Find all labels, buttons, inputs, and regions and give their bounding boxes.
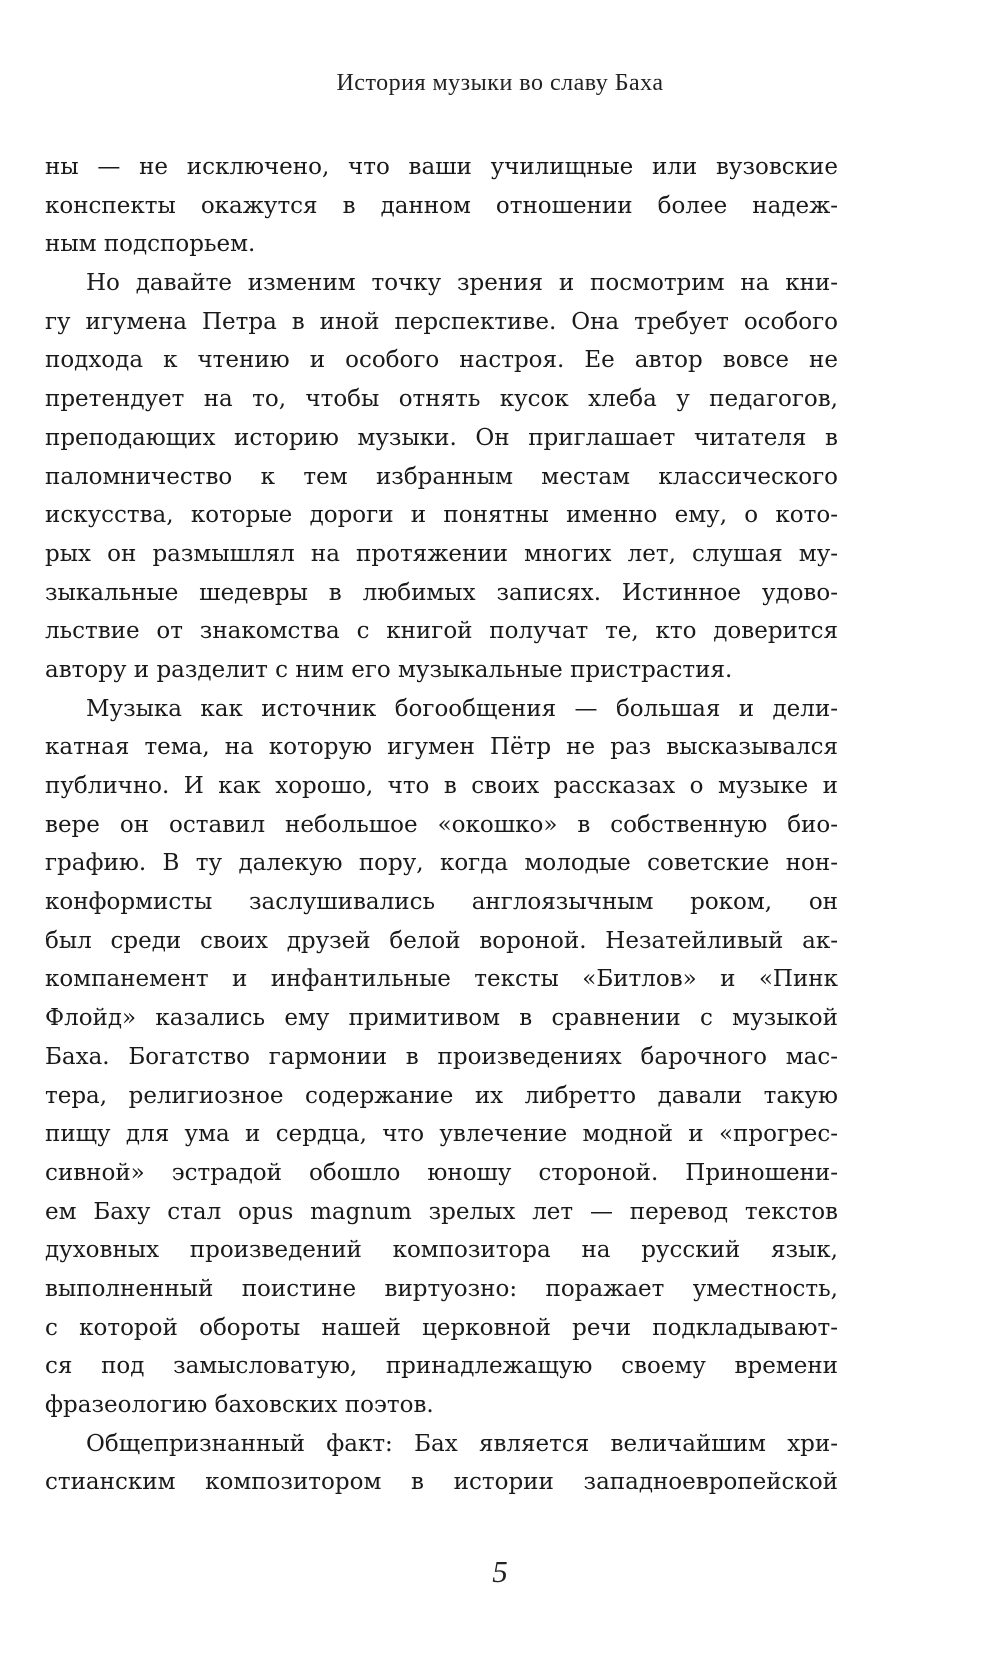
- text-line: конформисты заслушивались англоязычным роком, он: [45, 889, 838, 916]
- running-head: История музыки во славу Баха: [336, 70, 664, 96]
- text-line: стианским композитором в истории западноевропейской: [45, 1469, 838, 1496]
- text-line: Общепризнанный факт: Бах является величайшим хри-: [86, 1430, 838, 1457]
- text-line: ным подспорьем.: [45, 231, 256, 258]
- text-line: тера, религиозное содержание их либретто давали такую: [45, 1082, 838, 1109]
- text-line: конспекты окажутся в данном отношении более надеж-: [45, 192, 838, 219]
- text-line: ны — не исключено, что ваши училищные или вузовские: [45, 154, 838, 180]
- text-line: графию. В ту далекую пору, когда молодые советские нон-: [45, 850, 838, 877]
- text-line: искусства, которые дороги и понятны именно ему, о кото-: [45, 502, 838, 529]
- text-line: Флойд» казались ему примитивом в сравнении с музыкой: [45, 1005, 838, 1032]
- text-line: Музыка как источник богообщения — большая и дели-: [86, 695, 838, 722]
- text-line: сивной» эстрадой обошло юношу стороной. Приношени-: [45, 1159, 838, 1186]
- page-number: 5: [492, 1554, 508, 1589]
- text-line: паломничество к тем избранным местам классического: [45, 463, 838, 490]
- text-line: Но давайте изменим точку зрения и посмотрим на кни-: [86, 270, 838, 297]
- text-line: компанемент и инфантильные тексты «Битлов» и «Пинк: [45, 966, 838, 993]
- text-line: подхода к чтению и особого настроя. Ее автор вовсе не: [45, 347, 838, 374]
- text-line: пищу для ума и сердца, что увлечение модной и «прогрес-: [45, 1121, 838, 1148]
- text-line: льствие от знакомства с книгой получат те, кто доверится: [45, 618, 838, 645]
- text-line: ем Баху стал opus magnum зрелых лет — перевод текстов: [45, 1198, 838, 1225]
- text-line: ся под замысловатую, принадлежащую своему времени: [45, 1353, 838, 1380]
- text-line: рых он размышлял на протяжении многих лет, слушая му-: [45, 540, 838, 567]
- text-line: Баха. Богатство гармонии в произведениях барочного мас-: [45, 1043, 838, 1070]
- text-line: катная тема, на которую игумен Пётр не раз высказывался: [45, 734, 838, 761]
- text-line: зыкальные шедевры в любимых записях. Истинное удово-: [45, 579, 838, 606]
- text-line: преподающих историю музыки. Он приглашает читателя в: [45, 424, 838, 451]
- text-line: выполненный поистине виртуозно: поражает уместность,: [45, 1275, 838, 1302]
- text-line: духовных произведений композитора на русский язык,: [45, 1237, 838, 1264]
- text-line: гу игумена Петра в иной перспективе. Она требует особого: [45, 308, 838, 335]
- text-line: претендует на то, чтобы отнять кусок хлеба у педагогов,: [45, 386, 838, 413]
- text-line: публично. И как хорошо, что в своих рассказах о музыке и: [45, 773, 838, 799]
- body-text: [45, 148, 838, 1502]
- text-line: с которой обороты нашей церковной речи подкладывают-: [45, 1314, 838, 1341]
- text-line: вере он оставил небольшое «окошко» в собственную био-: [45, 811, 838, 838]
- text-line: автору и разделит с ним его музыкальные пристрастия.: [45, 656, 733, 683]
- text-line: фразеологию баховских поэтов.: [45, 1392, 434, 1418]
- text-line: был среди своих друзей белой вороной. Незатейливый ак-: [45, 927, 838, 954]
